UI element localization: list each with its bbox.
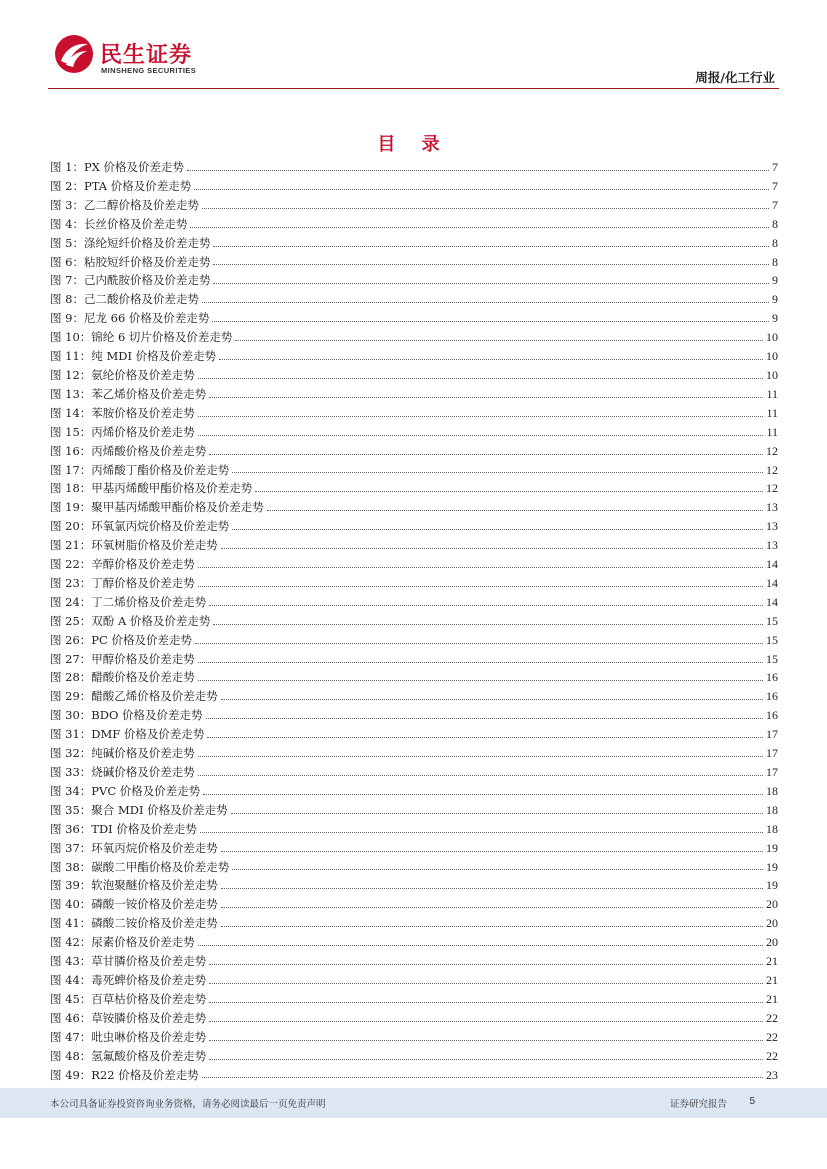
toc-entry-page: 7 <box>772 178 778 193</box>
toc-entry-page: 18 <box>766 821 778 836</box>
toc-leader-dots <box>195 643 763 644</box>
toc-entry[interactable] <box>50 536 778 555</box>
toc-entry-page: 22 <box>766 1010 778 1025</box>
page-header <box>0 0 827 92</box>
toc-leader-dots <box>200 832 763 833</box>
toc-entry-page: 11 <box>766 386 778 401</box>
toc-entry[interactable] <box>50 1009 778 1028</box>
company-logo <box>54 34 274 78</box>
toc-entry-page: 20 <box>766 897 778 912</box>
toc-entry-page: 10 <box>766 330 778 345</box>
toc-leader-dots <box>198 756 763 757</box>
toc-entry[interactable] <box>50 423 778 442</box>
toc-entry-label: 图 10：锦纶 6 切片价格及价差走势 <box>50 330 233 345</box>
toc-entry-page: 19 <box>766 840 778 855</box>
toc-entry-page: 17 <box>766 727 778 742</box>
toc-entry-page: 10 <box>766 349 778 364</box>
brand-name-cn: 民生证券 <box>100 43 193 68</box>
toc-entry-page: 21 <box>766 954 778 969</box>
toc-entry-label: 图 33：烧碱价格及价差走势 <box>50 765 195 779</box>
toc-entry[interactable] <box>50 858 778 877</box>
toc-entry-label: 图 26：PC 价格及价差走势 <box>50 632 192 647</box>
toc-entry-label: 图 39：软泡聚醚价格及价差走势 <box>50 878 218 893</box>
toc-entry[interactable] <box>50 631 778 650</box>
toc-leader-dots <box>209 983 763 984</box>
toc-entry-page: 16 <box>766 708 778 723</box>
footer-disclaimer: 本公司具备证券投资咨询业务资格，请务必阅读最后一页免责声明 <box>50 1099 326 1110</box>
toc-leader-dots <box>221 699 763 700</box>
toc-leader-dots <box>213 283 769 284</box>
toc-entry-page: 9 <box>772 292 778 307</box>
toc-entry-page: 18 <box>766 783 778 798</box>
toc-entry[interactable] <box>50 555 778 574</box>
brand-name-en: MINSHENG SECURITIES <box>101 66 197 75</box>
toc-entry[interactable] <box>50 971 778 990</box>
toc-leader-dots <box>219 359 763 360</box>
toc-entry-page: 17 <box>766 746 778 761</box>
toc-entry-page: 9 <box>772 273 778 288</box>
header-divider <box>48 88 779 89</box>
toc-entry[interactable] <box>50 725 778 744</box>
toc-entry-label: 图 35：聚合 MDI 价格及价差走势 <box>50 802 228 817</box>
toc-entry[interactable] <box>50 271 778 290</box>
toc-leader-dots <box>207 737 763 738</box>
toc-entry-page: 20 <box>766 935 778 950</box>
toc-entry-label: 图 13：苯乙烯价格及价差走势 <box>50 386 207 401</box>
toc-entry-label: 图 16：丙烯酸价格及价差走势 <box>50 443 207 458</box>
toc-leader-dots <box>198 567 763 568</box>
toc-entry-page: 12 <box>766 481 778 496</box>
toc-entry-label: 图 36：TDI 价格及价差走势 <box>50 821 197 836</box>
toc-entry-label: 图 46：草铵膦价格及价差走势 <box>50 1010 207 1025</box>
toc-entry[interactable] <box>50 593 778 612</box>
toc-entry-page: 11 <box>766 424 778 439</box>
toc-entry-label: 图 27：甲醇价格及价差走势 <box>50 651 195 666</box>
toc-entry[interactable] <box>50 328 778 347</box>
toc-leader-dots <box>198 775 763 776</box>
toc-entry-page: 16 <box>766 689 778 704</box>
toc-entry-label: 图 6：粘胶短纤价格及价差走势 <box>50 254 211 269</box>
toc-leader-dots <box>221 926 763 927</box>
toc-leader-dots <box>232 472 763 473</box>
toc-entry-page: 15 <box>766 613 778 628</box>
toc-leader-dots <box>267 510 763 511</box>
toc-entry-page: 12 <box>766 462 778 477</box>
toc-entry-label: 图 3：乙二醇价格及价差走势 <box>50 197 199 212</box>
toc-entry-page: 10 <box>766 367 778 382</box>
toc-entry-label: 图 40：磷酸一铵价格及价差走势 <box>50 897 218 912</box>
toc-entry-label: 图 42：尿素价格及价差走势 <box>50 935 195 950</box>
footer-page-number: 5 <box>749 1096 755 1107</box>
toc-leader-dots <box>202 1077 763 1078</box>
toc-entry-page: 15 <box>766 632 778 647</box>
toc-entry-label: 图 23：丁醇价格及价差走势 <box>50 575 195 590</box>
toc-leader-dots <box>198 680 763 681</box>
toc-entry[interactable] <box>50 461 778 480</box>
toc-entry-page: 12 <box>766 443 778 458</box>
toc-entry-label: 图 17：丙烯酸丁酯价格及价差走势 <box>50 462 230 477</box>
toc-leader-dots <box>221 888 763 889</box>
toc-entry-label: 图 48：氢氟酸价格及价差走势 <box>50 1048 207 1063</box>
toc-leader-dots <box>209 397 763 398</box>
toc-entry-label: 图 19：聚甲基丙烯酸甲酯价格及价差走势 <box>50 500 264 515</box>
toc-entry-label: 图 37：环氧丙烷价格及价差走势 <box>50 840 218 855</box>
toc-entry-label: 图 20：环氧氯丙烷价格及价差走势 <box>50 519 230 534</box>
toc-leader-dots <box>198 662 763 663</box>
toc-leader-dots <box>202 208 769 209</box>
toc-entry-page: 17 <box>766 765 778 779</box>
toc-entry[interactable] <box>50 290 778 309</box>
logo-emblem-icon <box>54 34 94 74</box>
toc-entry[interactable] <box>50 933 778 952</box>
toc-leader-dots <box>231 813 763 814</box>
toc-entry-label: 图 18：甲基丙烯酸甲酯价格及价差走势 <box>50 481 253 496</box>
toc-entry[interactable] <box>50 498 778 517</box>
toc-leader-dots <box>198 945 763 946</box>
toc-entry[interactable] <box>50 952 778 971</box>
toc-entry[interactable] <box>50 744 778 763</box>
toc-entry-page: 23 <box>766 1067 778 1082</box>
toc-entry[interactable] <box>50 1066 778 1085</box>
toc-leader-dots <box>209 1059 763 1060</box>
toc-entry-label: 图 41：磷酸二铵价格及价差走势 <box>50 916 218 931</box>
toc-entry[interactable] <box>50 215 778 234</box>
toc-leader-dots <box>198 378 763 379</box>
toc-entry[interactable] <box>50 668 778 687</box>
toc-entry-label: 图 5：涤纶短纤价格及价差走势 <box>50 235 211 250</box>
toc-entry-page: 13 <box>766 519 778 534</box>
toc-entry-label: 图 12：氨纶价格及价差走势 <box>50 367 195 382</box>
toc-entry-label: 图 14：苯胺价格及价差走势 <box>50 405 195 420</box>
toc-entry-page: 14 <box>766 594 778 609</box>
toc-entry[interactable] <box>50 366 778 385</box>
toc-entry[interactable] <box>50 763 778 782</box>
toc-entry-label: 图 4：长丝价格及价差走势 <box>50 216 188 231</box>
toc-entry[interactable] <box>50 479 778 498</box>
toc-entry-label: 图 2：PTA 价格及价差走势 <box>50 178 192 193</box>
toc-entry-page: 21 <box>766 991 778 1006</box>
toc-entry[interactable] <box>50 801 778 820</box>
table-of-contents <box>50 158 778 1084</box>
toc-entry-label: 图 38：碳酸二甲酯价格及价差走势 <box>50 859 230 874</box>
toc-entry-label: 图 30：BDO 价格及价差走势 <box>50 708 203 723</box>
toc-entry-page: 8 <box>772 235 778 250</box>
toc-entry-page: 9 <box>772 311 778 326</box>
toc-entry[interactable] <box>50 1047 778 1066</box>
toc-entry-label: 图 31：DMF 价格及价差走势 <box>50 727 205 742</box>
toc-leader-dots <box>194 189 769 190</box>
toc-leader-dots <box>187 170 769 171</box>
toc-leader-dots <box>209 964 763 965</box>
toc-entry-label: 图 29：醋酸乙烯价格及价差走势 <box>50 689 218 704</box>
toc-entry-label: 图 22：辛醇价格及价差走势 <box>50 557 195 572</box>
toc-entry-label: 图 15：丙烯价格及价差走势 <box>50 424 195 439</box>
page-footer <box>0 1088 827 1118</box>
toc-entry[interactable] <box>50 234 778 253</box>
toc-entry-label: 图 25：双酚 A 价格及价差走势 <box>50 613 211 628</box>
toc-entry-label: 图 21：环氧树脂价格及价差走势 <box>50 538 218 553</box>
toc-entry[interactable] <box>50 574 778 593</box>
toc-leader-dots <box>212 321 769 322</box>
toc-leader-dots <box>221 851 763 852</box>
toc-entry-page: 7 <box>772 160 778 174</box>
toc-entry-label: 图 11：纯 MDI 价格及价差走势 <box>50 349 217 364</box>
toc-leader-dots <box>235 340 763 341</box>
toc-entry-page: 8 <box>772 216 778 231</box>
toc-leader-dots <box>203 794 763 795</box>
toc-entry-page: 20 <box>766 916 778 931</box>
toc-leader-dots <box>221 907 763 908</box>
toc-entry[interactable] <box>50 253 778 272</box>
toc-entry-page: 16 <box>766 670 778 685</box>
toc-entry[interactable] <box>50 782 778 801</box>
toc-leader-dots <box>198 435 764 436</box>
toc-leader-dots <box>213 246 769 247</box>
toc-entry-label: 图 32：纯碱价格及价差走势 <box>50 746 195 761</box>
toc-entry-label: 图 28：醋酸价格及价差走势 <box>50 670 195 685</box>
toc-entry[interactable] <box>50 895 778 914</box>
toc-entry[interactable] <box>50 158 778 177</box>
toc-leader-dots <box>232 869 763 870</box>
toc-leader-dots <box>221 548 763 549</box>
toc-leader-dots <box>213 264 769 265</box>
toc-entry[interactable] <box>50 177 778 196</box>
toc-entry-page: 21 <box>766 972 778 987</box>
toc-entry-page: 7 <box>772 197 778 212</box>
toc-leader-dots <box>209 1040 763 1041</box>
toc-entry-label: 图 24：丁二烯价格及价差走势 <box>50 594 207 609</box>
toc-entry[interactable] <box>50 1028 778 1047</box>
toc-entry-page: 22 <box>766 1048 778 1063</box>
toc-entry-label: 图 47：吡虫啉价格及价差走势 <box>50 1029 207 1044</box>
toc-entry[interactable] <box>50 612 778 631</box>
toc-entry-label: 图 43：草甘膦价格及价差走势 <box>50 954 207 969</box>
toc-leader-dots <box>209 605 763 606</box>
toc-entry-page: 13 <box>766 538 778 553</box>
toc-leader-dots <box>190 227 769 228</box>
toc-leader-dots <box>209 1002 763 1003</box>
toc-leader-dots <box>213 624 763 625</box>
toc-entry-label: 图 7：己内酰胺价格及价差走势 <box>50 273 211 288</box>
toc-entry-page: 18 <box>766 802 778 817</box>
toc-entry-label: 图 34：PVC 价格及价差走势 <box>50 783 201 798</box>
toc-entry-page: 14 <box>766 557 778 572</box>
toc-entry-page: 19 <box>766 878 778 893</box>
toc-entry-label: 图 45：百草枯价格及价差走势 <box>50 991 207 1006</box>
toc-entry-label: 图 44：毒死蜱价格及价差走势 <box>50 972 207 987</box>
toc-entry[interactable] <box>50 404 778 423</box>
toc-entry[interactable] <box>50 914 778 933</box>
toc-entry-label: 图 8：己二酸价格及价差走势 <box>50 292 199 307</box>
toc-entry[interactable] <box>50 820 778 839</box>
toc-entry[interactable] <box>50 347 778 366</box>
toc-leader-dots <box>198 586 763 587</box>
toc-entry[interactable] <box>50 706 778 725</box>
toc-entry-page: 8 <box>772 254 778 269</box>
toc-entry-page: 15 <box>766 651 778 666</box>
toc-entry[interactable] <box>50 839 778 858</box>
toc-title: 目 录 <box>377 134 450 155</box>
toc-leader-dots <box>202 302 769 303</box>
toc-entry-page: 19 <box>766 859 778 874</box>
toc-entry[interactable] <box>50 990 778 1009</box>
toc-entry-page: 22 <box>766 1029 778 1044</box>
toc-entry[interactable] <box>50 876 778 895</box>
toc-entry-page: 11 <box>766 405 778 420</box>
toc-entry[interactable] <box>50 442 778 461</box>
toc-entry[interactable] <box>50 309 778 328</box>
toc-entry[interactable] <box>50 687 778 706</box>
toc-leader-dots <box>209 1021 763 1022</box>
toc-entry-page: 14 <box>766 575 778 590</box>
toc-entry-label: 图 49：R22 价格及价差走势 <box>50 1067 199 1082</box>
footer-report-type: 证券研究报告 <box>669 1099 727 1110</box>
toc-entry-label: 图 1：PX 价格及价差走势 <box>50 160 185 174</box>
toc-entry[interactable] <box>50 517 778 536</box>
toc-entry[interactable] <box>50 650 778 669</box>
toc-entry[interactable] <box>50 385 778 404</box>
toc-entry-page: 13 <box>766 500 778 515</box>
toc-entry[interactable] <box>50 196 778 215</box>
toc-leader-dots <box>232 529 763 530</box>
toc-leader-dots <box>198 416 764 417</box>
toc-leader-dots <box>209 454 763 455</box>
toc-entry-label: 图 9：尼龙 66 价格及价差走势 <box>50 311 210 326</box>
toc-leader-dots <box>206 718 763 719</box>
toc-leader-dots <box>255 491 763 492</box>
document-type: 周报/化工行业 <box>695 70 775 85</box>
